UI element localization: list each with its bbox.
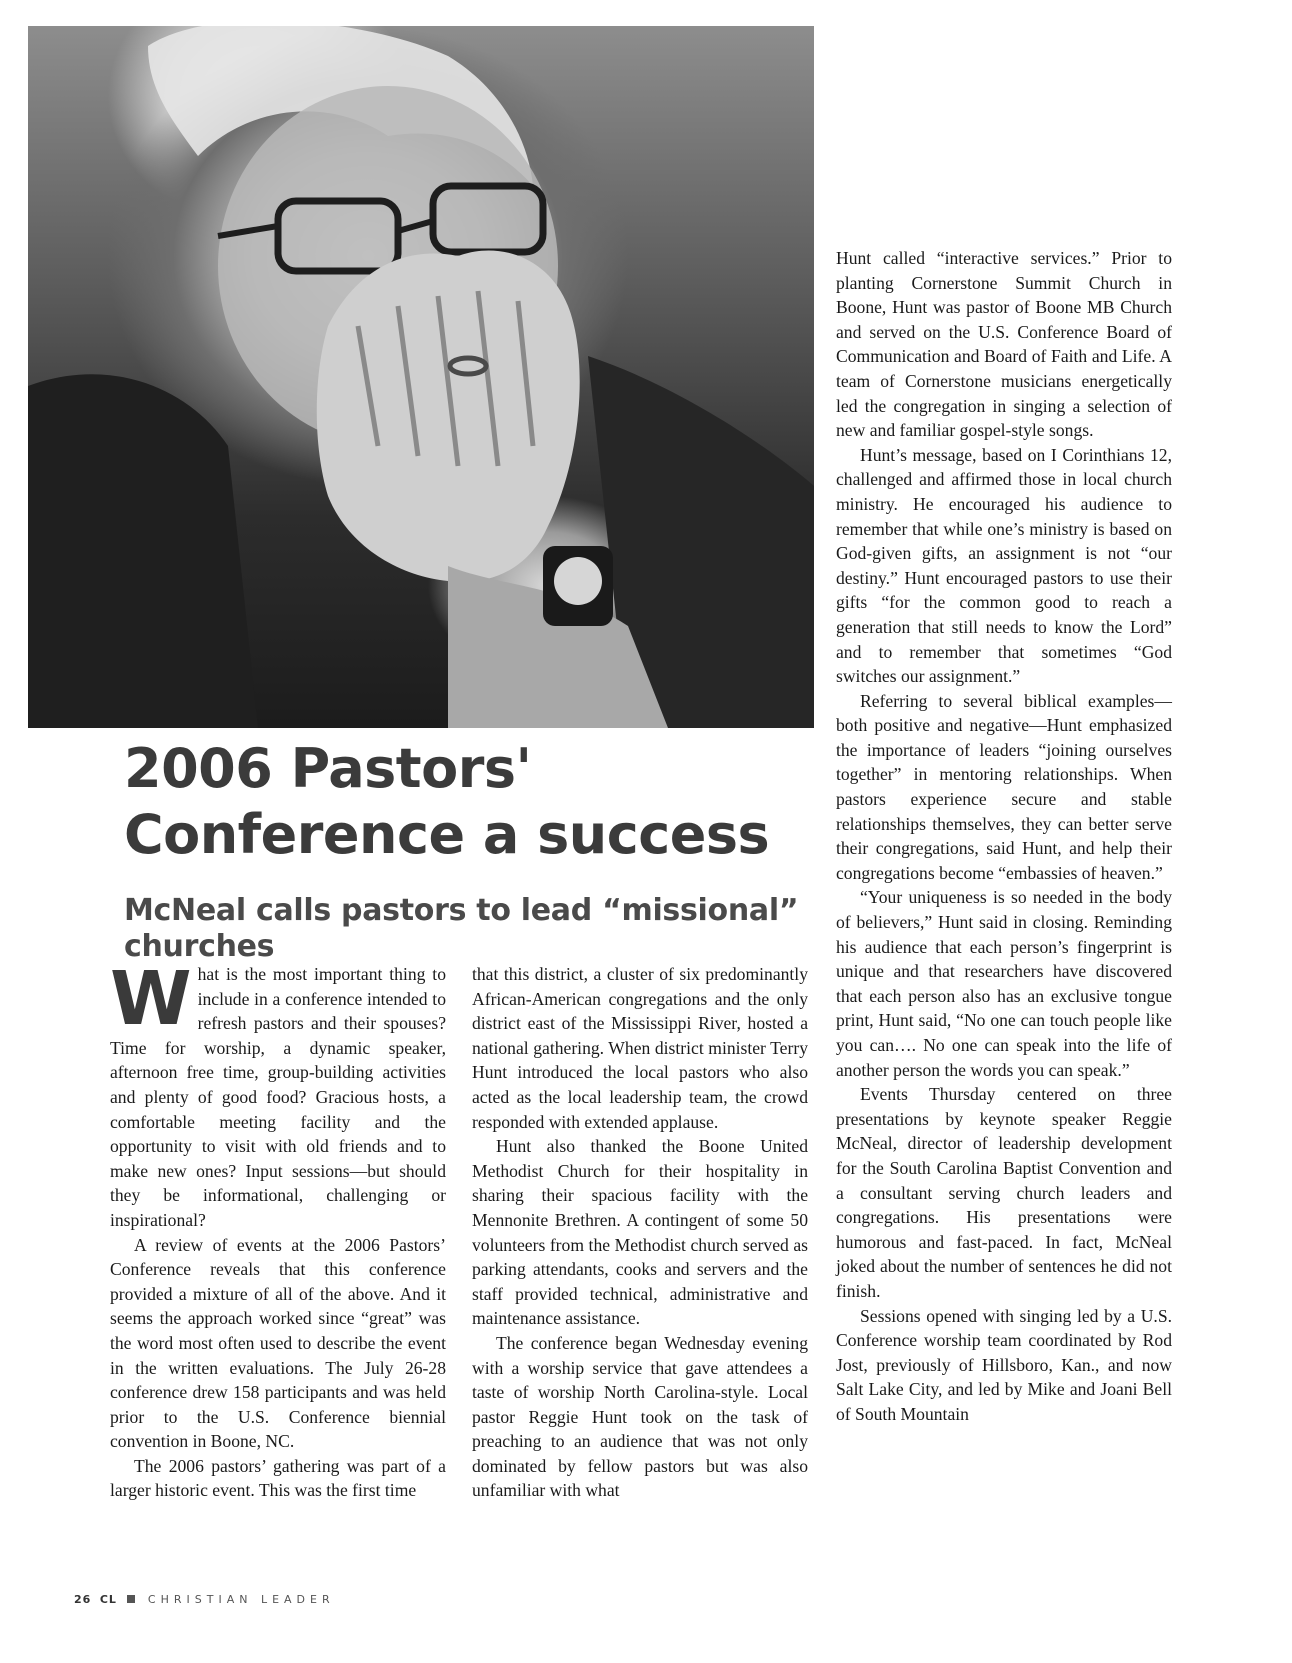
paragraph: Referring to several biblical examples—both positive and negative—Hunt emphasized the importance of leaders “joining ourselves together” in mentoring relationships. When pastors experience secure and stable relationships themselves, they can better serve their congregations, said Hunt, and help their congregations become “embassies of heaven.”	[836, 690, 1172, 883]
paragraph: Events Thursday centered on three presentations by keynote speaker Reggie McNeal, director of leadership development for the South Carolina Baptist Convention and a consultant serving church leaders and congregations. His presentations were humorous and fast-paced. In fact, McNeal joked about the number of sentences he did not finish.	[836, 1084, 1172, 1301]
drop-cap: W	[110, 956, 192, 1042]
photo-illustration	[28, 26, 814, 728]
article-title: 2006 Pastors' Conference a success	[124, 737, 770, 866]
column-3	[836, 246, 1172, 1427]
article-photo	[28, 26, 814, 728]
column-2	[472, 962, 808, 1503]
square-bullet-icon	[127, 1595, 135, 1603]
article-subtitle: McNeal calls pastors to lead “missional” churches	[124, 893, 799, 964]
paragraph: that this district, a cluster of six predominantly African-American congregations and the only district east of the Mississippi River, hosted a national gathering. When district minister Terry Hunt introduced the local pastors who also acted as the local leadership team, the crowd responded with extended applause.	[472, 964, 808, 1132]
paragraph: Hunt called “interactive services.” Prior to planting Cornerstone Summit Church in Boone, Hunt was pastor of Boone MB Church and served on the U.S. Conference Board of Communication and Board of Faith and Life. A team of Cornerstone musicians energetically led the congregation in singing a selection of new and familiar gospel-style songs.	[836, 248, 1172, 441]
paragraph	[110, 956, 446, 1233]
page-footer	[74, 1593, 335, 1606]
paragraph: “Your uniqueness is so needed in the body of believers,” Hunt said in closing. Reminding his audience that each person’s fingerprint is unique and that researchers have discovered that each person also has an exclusive tongue print, Hunt said, “No one can touch people like you can…. No one can speak into the life of another person the words you can speak.”	[836, 887, 1172, 1080]
page-number: 26	[74, 1593, 92, 1606]
column-1	[110, 956, 446, 1503]
paragraph: A review of events at the 2006 Pastors’ Conference reveals that this conference provided a mixture of all of the above. And it seems the approach worked since “great” was the word most often used to describe the event in the written evaluations. The July 26-28 conference drew 158 participants and was held prior to the U.S. Conference biennial convention in Boone, NC.	[110, 1234, 446, 1452]
paragraph: Hunt also thanked the Boone United Methodist Church for their hospitality in sharing their spacious facility with the Mennonite Brethren. A contingent of some 50 volunteers from the Methodist church served as parking attendants, cooks and servers and the staff provided technical, administrative and maintenance assistance.	[472, 1136, 808, 1329]
paragraph: Hunt’s message, based on I Corinthians 12, challenged and affirmed those in local church ministry. He encouraged his audience to remember that while one’s ministry is based on God-given gifts, an assignment is not “our destiny.” Hunt encouraged pastors to use their gifts “for the common good to reach a generation that still needs to know the Lord” and to remember that sometimes “God switches our assignment.”	[836, 444, 1172, 687]
paragraph-text: hat is the most important thing to include in a conference intended to refresh pastors and their spouses? Time for worship, a dynamic speaker, afternoon free time, group-building activities and plenty of good food? Gracious hosts, a comfortable meeting facility and the opportunity to visit with old friends and to make new ones? Input sessions—but should they be informational, challenging or inspirational?	[110, 964, 446, 1230]
paragraph: The 2006 pastors’ gathering was part of a larger historic event. This was the first time	[110, 1455, 446, 1501]
paragraph: The conference began Wednesday evening with a worship service that gave attendees a taste of worship North Carolina-style. Local pastor Reggie Hunt took on the task of preaching to an audience that was not only dominated by fellow pastors but was also unfamiliar with what	[472, 1332, 808, 1501]
publication-name: CHRISTIAN LEADER	[147, 1593, 335, 1606]
magazine-abbrev: CL	[99, 1593, 117, 1606]
paragraph: Sessions opened with singing led by a U.S. Conference worship team coordinated by Rod Jost, previously of Hillsboro, Kan., and now Salt Lake City, and led by Mike and Joani Bell of South Mountain	[836, 1305, 1172, 1424]
